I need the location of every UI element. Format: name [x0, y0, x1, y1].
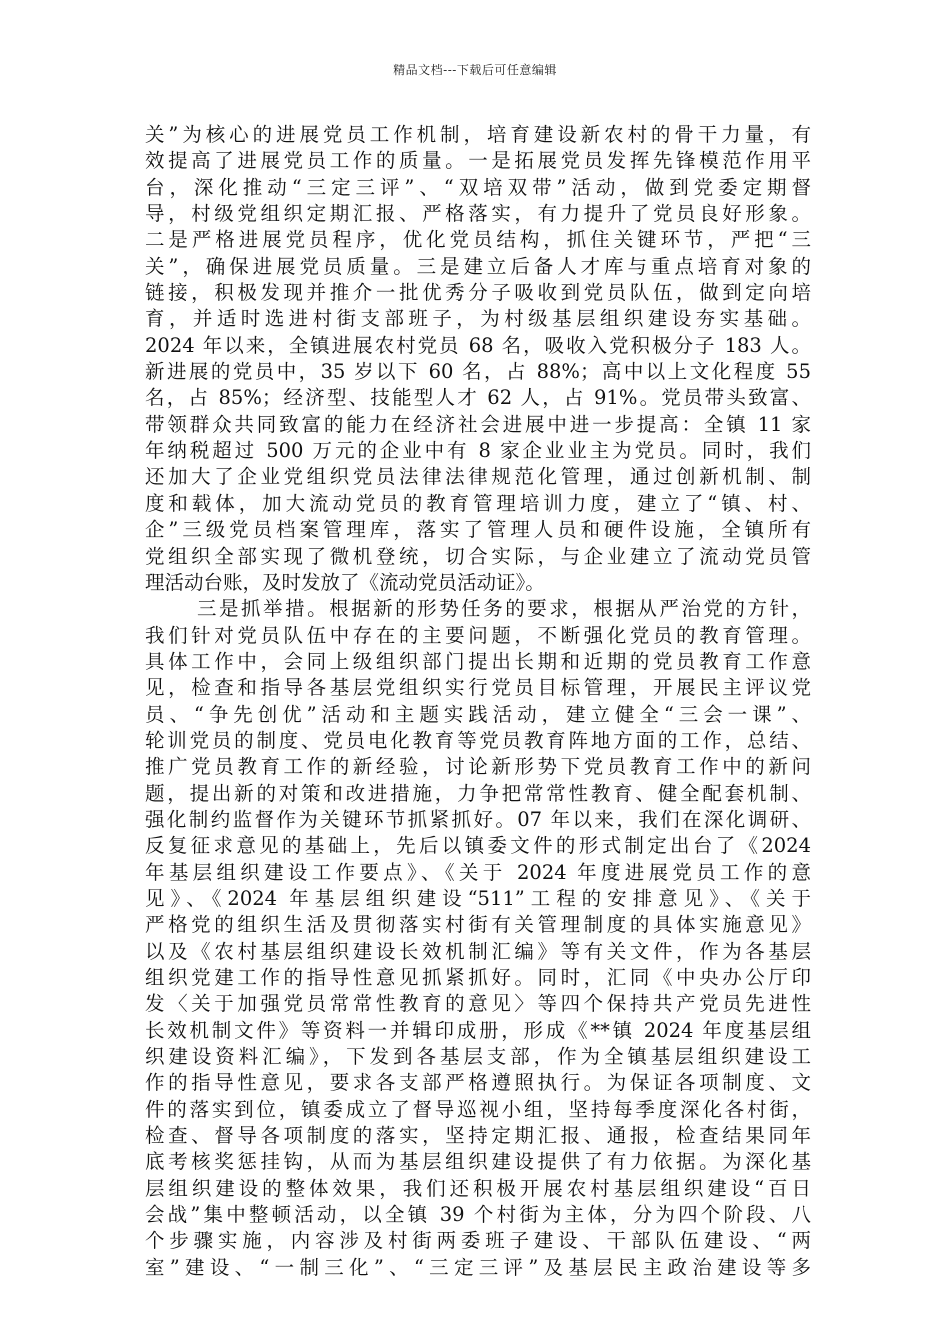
text-line: 度和载体，加大流动党员的教育管理培训力度，建立了“镇、村、: [145, 491, 811, 515]
text-line: 强化制约监督作为关键环节抓紧抓好。07 年以来，我们在深化调研、: [145, 807, 811, 831]
text-line: 个步骤实施，内容涉及村街两委班子建设、干部队伍建设、“两: [145, 1229, 811, 1253]
text-line: 育，并适时选进村街支部班子，为村级基层组织建设夯实基础。: [145, 307, 811, 331]
document-body: [145, 122, 811, 1281]
text-line: 检查、督导各项制度的落实，坚持定期汇报、通报，检查结果同年: [145, 1124, 811, 1148]
text-line: 关”，确保进展党员质量。三是建立后备人才库与重点培育对象的: [145, 254, 811, 278]
text-line: 关”为核心的进展党员工作机制，培育建设新农村的骨干力量，有: [145, 123, 811, 146]
text-line: 题，提出新的对策和改进措施，力争把常常性教育、健全配套机制、: [145, 781, 811, 805]
text-line: 见》、《2024 年基层组织建设“511”工程的安排意见》、《关于: [145, 886, 811, 910]
text-line: 会战”集中整顿活动，以全镇 39 个村街为主体，分为四个阶段、八: [145, 1203, 811, 1227]
text-line: 长效机制文件》等资料一并辑印成册，形成《**镇 2024 年度基层组: [145, 1018, 811, 1042]
text-line: 企”三级党员档案管理库，落实了管理人员和硬件设施，全镇所有: [145, 518, 811, 542]
text-line: 见，检查和指导各基层党组织实行党员目标管理，开展民主评议党: [145, 676, 811, 700]
text-line: 年纳税超过 500 万元的企业中有 8 家企业业主为党员。同时，我们: [145, 439, 811, 463]
text-line: 还加大了企业党组织党员法律法律规范化管理，通过创新机制、制: [145, 465, 811, 489]
text-line: 件的落实到位，镇委成立了督导巡视小组，坚持每季度深化各村街，: [145, 1097, 811, 1121]
text-line: 党组织全部实现了微机登统，切合实际，与企业建立了流动党员管: [145, 544, 811, 568]
text-line: 以及《农村基层组织建设长效机制汇编》等有关文件，作为各基层: [145, 939, 811, 963]
text-line: 严格党的组织生活及贯彻落实村街有关管理制度的具体实施意见》: [145, 913, 811, 937]
text-line: 推广党员教育工作的新经验，讨论新形势下党员教育工作中的新问: [145, 755, 811, 779]
text-line: 层组织建设的整体效果，我们还积极开展农村基层组织建设“百日: [145, 1176, 811, 1200]
text-line: 具体工作中，会同上级组织部门提出长期和近期的党员教育工作意: [145, 649, 811, 673]
text-line: 轮训党员的制度、党员电化教育等党员教育阵地方面的工作，总结、: [145, 728, 811, 752]
text-line: 二是严格进展党员程序，优化党员结构，抓住关键环节，严把“三: [145, 228, 811, 252]
text-line: 带领群众共同致富的能力在经济社会进展中进一步提高：全镇 11 家: [145, 412, 811, 436]
text-line: 导，村级党组织定期汇报、严格落实，有力提升了党员良好形象。: [145, 202, 811, 226]
text-line: 台，深化推动“三定三评”、“双培双带”活动，做到党委定期督: [145, 175, 811, 199]
text-line: 名，占 85%；经济型、技能型人才 62 人，占 91%。党员带头致富、: [145, 386, 811, 410]
text-line: 新进展的党员中，35 岁以下 60 名，占 88%；高中以上文化程度 55: [145, 360, 811, 384]
paragraph: [145, 122, 811, 596]
text-line: 发〈关于加强党员常常性教育的意见〉等四个保持共产党员先进性: [145, 992, 811, 1016]
text-line: 三是抓举措。根据新的形势任务的要求，根据从严治党的方针，: [197, 597, 811, 621]
text-line: 效提高了进展党员工作的质量。一是拓展党员发挥先锋模范作用平: [145, 149, 811, 173]
text-line: 底考核奖惩挂钩，从而为基层组织建设提供了有力依据。为深化基: [145, 1150, 811, 1174]
text-line: 反复征求意见的基础上，先后以镇委文件的形式制定出台了《2024: [145, 834, 811, 858]
text-line: 织建设资料汇编》，下发到各基层支部，作为全镇基层组织建设工: [145, 1045, 811, 1069]
text-line: 2024 年以来，全镇进展农村党员 68 名，吸收入党积极分子 183 人。: [145, 333, 811, 357]
text-line: 员、“争先创优”活动和主题实践活动，建立健全“三会一课”、: [145, 702, 811, 726]
text-line: 作的指导性意见，要求各支部严格遵照执行。为保证各项制度、文: [145, 1071, 811, 1095]
paragraph: [145, 596, 811, 1281]
text-line: 我们针对党员队伍中存在的主要问题，不断强化党员的教育管理。: [145, 623, 811, 647]
text-line: 组织党建工作的指导性意见抓紧抓好。同时，汇同《中央办公厅印: [145, 966, 811, 989]
text-line: 年基层组织建设工作要点》、《关于 2024 年度进展党员工作的意: [145, 860, 811, 884]
page-header: 精品文档---下载后可任意编辑: [393, 63, 557, 77]
text-line: 室”建设、“一制三化”、“三定三评”及基层民主政治建设等多: [145, 1255, 811, 1279]
text-line: 理活动台账，及时发放了《流动党员活动证》。: [145, 570, 545, 594]
text-line: 链接，积极发现并推介一批优秀分子吸收到党员队伍，做到定向培: [145, 281, 811, 305]
